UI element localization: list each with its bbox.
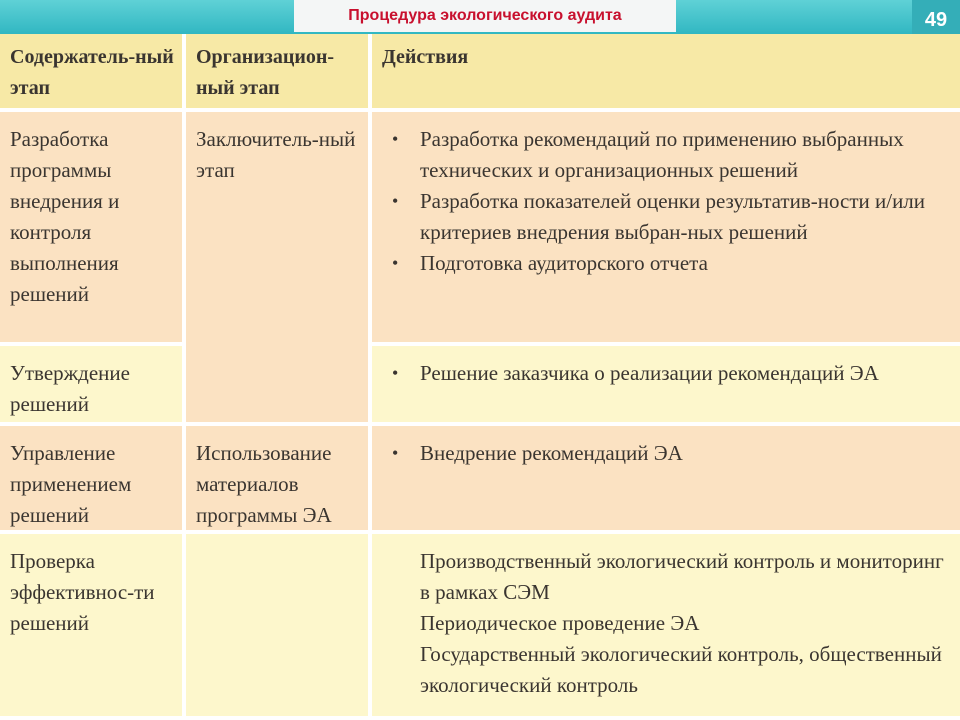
- actions-list: [372, 358, 952, 389]
- column-header-content-stage: Содержатель-ный этап: [0, 34, 186, 112]
- content-stage-cell: Разработка программы внедрения и контроля выполнения решений: [0, 112, 186, 346]
- content-stage-cell: Утверждение решений: [0, 346, 186, 426]
- action-text: Периодическое проведение ЭА: [420, 611, 700, 635]
- actions-cell: [372, 534, 960, 720]
- title-box: [294, 0, 676, 32]
- actions-plain-list: [372, 546, 952, 701]
- column-header-actions: Действия: [372, 34, 960, 112]
- action-item: • Решение заказчика о реализации рекомендаций ЭА: [392, 358, 952, 389]
- action-text: Государственный экологический контроль, общественный экологический контроль: [420, 642, 942, 697]
- action-item: • Разработка рекомендаций по применению выбранных технических и организационных решений: [392, 124, 952, 186]
- action-item: • Внедрение рекомендаций ЭА: [392, 438, 952, 469]
- page-number: 49: [912, 0, 960, 40]
- slide-title: Процедура экологического аудита: [348, 7, 622, 24]
- column-header-org-stage: Организацион-ный этап: [186, 34, 372, 112]
- action-item: • Подготовка аудиторского отчета: [392, 248, 952, 279]
- audit-procedure-table: [0, 34, 960, 720]
- content-stage-cell: Проверка эффективнос-ти решений: [0, 534, 186, 720]
- actions-list: [372, 124, 952, 279]
- actions-cell: [372, 112, 960, 346]
- actions-list: [372, 438, 952, 469]
- actions-cell: [372, 426, 960, 534]
- actions-cell: [372, 346, 960, 426]
- action-item: • Разработка показателей оценки результатив-ности и/или критериев внедрения выбран-ных решений: [392, 186, 952, 248]
- org-stage-cell-usage-continued: [186, 534, 372, 720]
- content-stage-cell: Управление применением решений: [0, 426, 186, 534]
- action-text: Производственный экологический контроль и мониторинг в рамках СЭМ: [420, 549, 944, 604]
- org-stage-cell-usage: Использование материалов программы ЭА: [186, 426, 372, 534]
- org-stage-cell-final: Заключитель-ный этап: [186, 112, 372, 426]
